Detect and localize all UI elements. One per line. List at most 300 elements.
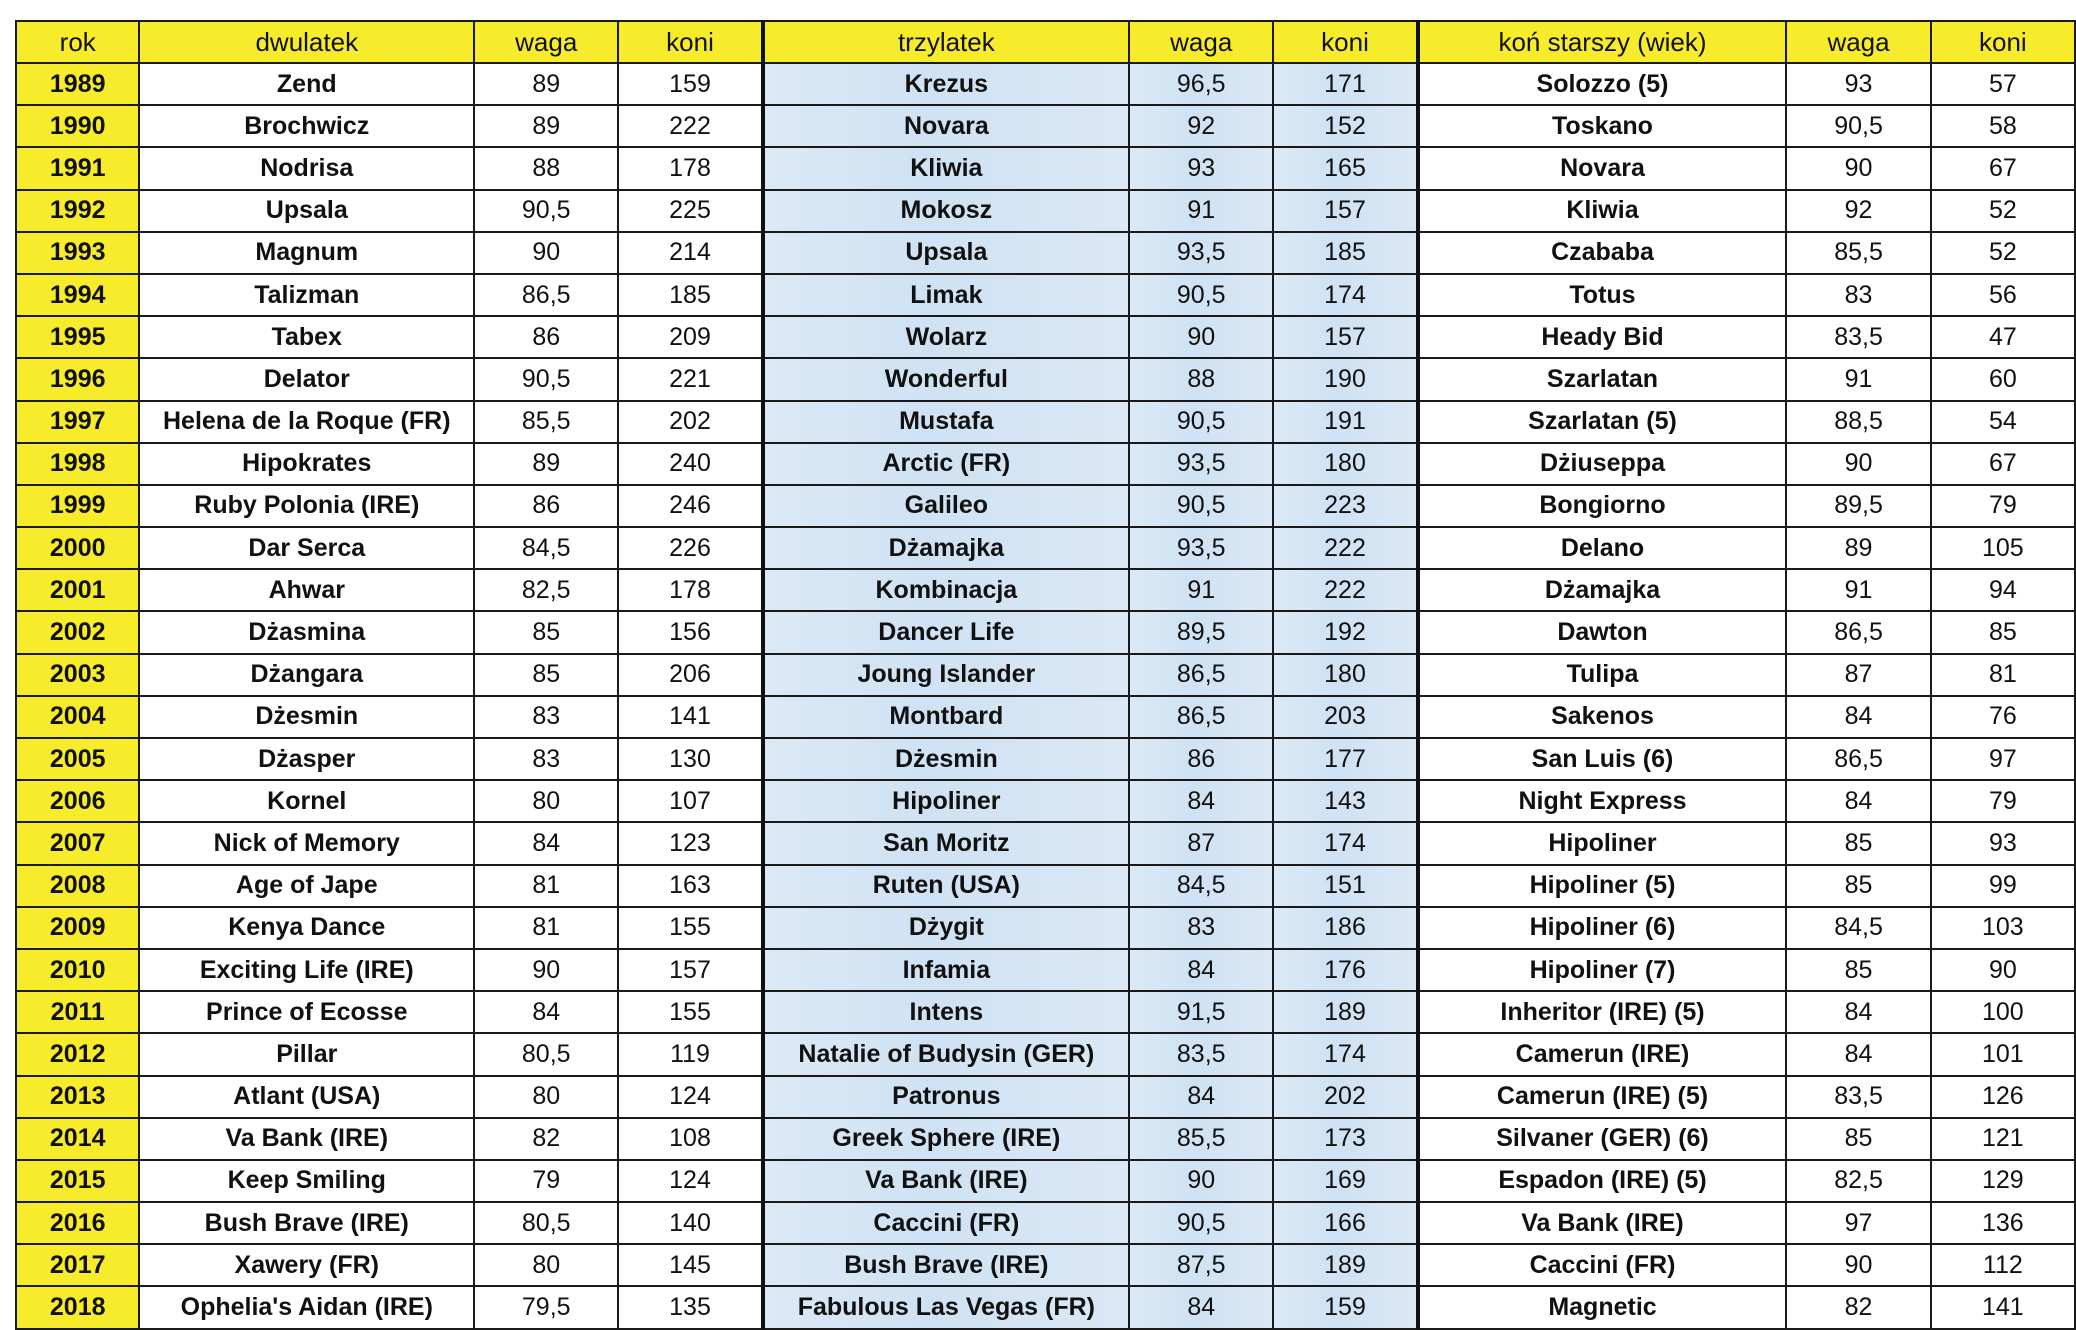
two-year-old-count: 225 xyxy=(618,190,762,232)
three-year-old-weight: 87 xyxy=(1129,822,1273,864)
two-year-old-name: Ruby Polonia (IRE) xyxy=(139,485,474,527)
header-rok: rok xyxy=(16,21,139,63)
three-year-old-count: 171 xyxy=(1273,63,1417,105)
two-year-old-weight: 83 xyxy=(474,696,618,738)
older-horse-count: 105 xyxy=(1931,527,2075,569)
two-year-old-weight: 86 xyxy=(474,485,618,527)
three-year-old-weight: 90,5 xyxy=(1129,401,1273,443)
older-horse-name: Camerun (IRE) (5) xyxy=(1418,1076,1787,1118)
two-year-old-weight: 90,5 xyxy=(474,358,618,400)
table-row xyxy=(16,232,2075,274)
older-horse-name: Magnetic xyxy=(1418,1286,1787,1328)
two-year-old-weight: 81 xyxy=(474,907,618,949)
three-year-old-count: 185 xyxy=(1273,232,1417,274)
year-cell: 2008 xyxy=(16,865,139,907)
older-horse-weight: 90 xyxy=(1786,443,1930,485)
two-year-old-weight: 88 xyxy=(474,147,618,189)
three-year-old-count: 157 xyxy=(1273,190,1417,232)
table-row xyxy=(16,991,2075,1033)
year-cell: 2013 xyxy=(16,1076,139,1118)
header-row xyxy=(16,21,2075,63)
older-horse-count: 85 xyxy=(1931,611,2075,653)
header-trzylatek: trzylatek xyxy=(763,21,1129,63)
older-horse-count: 54 xyxy=(1931,401,2075,443)
older-horse-name: Bongiorno xyxy=(1418,485,1787,527)
older-horse-count: 67 xyxy=(1931,147,2075,189)
three-year-old-weight: 93,5 xyxy=(1129,232,1273,274)
two-year-old-name: Atlant (USA) xyxy=(139,1076,474,1118)
two-year-old-weight: 90,5 xyxy=(474,190,618,232)
older-horse-name: Czababa xyxy=(1418,232,1787,274)
older-horse-name: Va Bank (IRE) xyxy=(1418,1202,1787,1244)
three-year-old-weight: 88 xyxy=(1129,358,1273,400)
two-year-old-weight: 86,5 xyxy=(474,274,618,316)
two-year-old-name: Talizman xyxy=(139,274,474,316)
two-year-old-weight: 90 xyxy=(474,232,618,274)
year-cell: 2000 xyxy=(16,527,139,569)
table-row xyxy=(16,527,2075,569)
older-horse-name: Caccini (FR) xyxy=(1418,1244,1787,1286)
two-year-old-count: 185 xyxy=(618,274,762,316)
older-horse-weight: 90,5 xyxy=(1786,105,1930,147)
older-horse-weight: 89,5 xyxy=(1786,485,1930,527)
older-horse-count: 79 xyxy=(1931,780,2075,822)
two-year-old-count: 226 xyxy=(618,527,762,569)
older-horse-count: 58 xyxy=(1931,105,2075,147)
two-year-old-name: Dżasmina xyxy=(139,611,474,653)
older-horse-count: 57 xyxy=(1931,63,2075,105)
two-year-old-weight: 80,5 xyxy=(474,1202,618,1244)
three-year-old-weight: 93 xyxy=(1129,147,1273,189)
two-year-old-weight: 89 xyxy=(474,63,618,105)
year-cell: 1994 xyxy=(16,274,139,316)
two-year-old-count: 206 xyxy=(618,654,762,696)
two-year-old-weight: 83 xyxy=(474,738,618,780)
three-year-old-name: Limak xyxy=(763,274,1129,316)
two-year-old-weight: 80,5 xyxy=(474,1033,618,1075)
three-year-old-weight: 90 xyxy=(1129,1160,1273,1202)
older-horse-name: Heady Bid xyxy=(1418,316,1787,358)
table-row xyxy=(16,822,2075,864)
three-year-old-weight: 84 xyxy=(1129,1286,1273,1328)
older-horse-name: Hipoliner (5) xyxy=(1418,865,1787,907)
two-year-old-name: Magnum xyxy=(139,232,474,274)
three-year-old-name: Ruten (USA) xyxy=(763,865,1129,907)
two-year-old-weight: 84 xyxy=(474,822,618,864)
year-cell: 1990 xyxy=(16,105,139,147)
three-year-old-weight: 96,5 xyxy=(1129,63,1273,105)
older-horse-name: Camerun (IRE) xyxy=(1418,1033,1787,1075)
year-cell: 2011 xyxy=(16,991,139,1033)
two-year-old-name: Hipokrates xyxy=(139,443,474,485)
older-horse-count: 99 xyxy=(1931,865,2075,907)
year-cell: 2004 xyxy=(16,696,139,738)
older-horse-count: 100 xyxy=(1931,991,2075,1033)
older-horse-weight: 90 xyxy=(1786,147,1930,189)
two-year-old-name: Xawery (FR) xyxy=(139,1244,474,1286)
older-horse-count: 129 xyxy=(1931,1160,2075,1202)
two-year-old-count: 246 xyxy=(618,485,762,527)
two-year-old-count: 107 xyxy=(618,780,762,822)
two-year-old-name: Prince of Ecosse xyxy=(139,991,474,1033)
older-horse-weight: 85 xyxy=(1786,1118,1930,1160)
two-year-old-weight: 79,5 xyxy=(474,1286,618,1328)
three-year-old-name: Dżygit xyxy=(763,907,1129,949)
table-row xyxy=(16,1160,2075,1202)
three-year-old-count: 223 xyxy=(1273,485,1417,527)
two-year-old-count: 155 xyxy=(618,907,762,949)
year-cell: 2005 xyxy=(16,738,139,780)
two-year-old-name: Ophelia's Aidan (IRE) xyxy=(139,1286,474,1328)
three-year-old-count: 222 xyxy=(1273,527,1417,569)
three-year-old-name: Fabulous Las Vegas (FR) xyxy=(763,1286,1129,1328)
older-horse-count: 90 xyxy=(1931,949,2075,991)
three-year-old-weight: 89,5 xyxy=(1129,611,1273,653)
three-year-old-weight: 85,5 xyxy=(1129,1118,1273,1160)
two-year-old-name: Helena de la Roque (FR) xyxy=(139,401,474,443)
table-row xyxy=(16,738,2075,780)
older-horse-count: 81 xyxy=(1931,654,2075,696)
table-body xyxy=(16,63,2075,1329)
year-cell: 2006 xyxy=(16,780,139,822)
three-year-old-name: Greek Sphere (IRE) xyxy=(763,1118,1129,1160)
two-year-old-weight: 82 xyxy=(474,1118,618,1160)
table-row xyxy=(16,949,2075,991)
table-row xyxy=(16,1033,2075,1075)
older-horse-name: Toskano xyxy=(1418,105,1787,147)
three-year-old-name: Novara xyxy=(763,105,1129,147)
three-year-old-weight: 90,5 xyxy=(1129,1202,1273,1244)
two-year-old-name: Nick of Memory xyxy=(139,822,474,864)
year-cell: 2001 xyxy=(16,569,139,611)
three-year-old-name: Infamia xyxy=(763,949,1129,991)
year-cell: 1997 xyxy=(16,401,139,443)
three-year-old-name: Dancer Life xyxy=(763,611,1129,653)
older-horse-count: 60 xyxy=(1931,358,2075,400)
older-horse-weight: 84 xyxy=(1786,780,1930,822)
older-horse-count: 47 xyxy=(1931,316,2075,358)
three-year-old-weight: 91,5 xyxy=(1129,991,1273,1033)
older-horse-weight: 93 xyxy=(1786,63,1930,105)
older-horse-count: 97 xyxy=(1931,738,2075,780)
year-cell: 1989 xyxy=(16,63,139,105)
three-year-old-count: 165 xyxy=(1273,147,1417,189)
two-year-old-name: Zend xyxy=(139,63,474,105)
header-waga-3: waga xyxy=(1129,21,1273,63)
two-year-old-name: Nodrisa xyxy=(139,147,474,189)
three-year-old-weight: 87,5 xyxy=(1129,1244,1273,1286)
two-year-old-name: Brochwicz xyxy=(139,105,474,147)
three-year-old-count: 186 xyxy=(1273,907,1417,949)
two-year-old-name: Dżangara xyxy=(139,654,474,696)
older-horse-name: Dżiuseppa xyxy=(1418,443,1787,485)
two-year-old-weight: 82,5 xyxy=(474,569,618,611)
older-horse-name: Solozzo (5) xyxy=(1418,63,1787,105)
two-year-old-name: Dar Serca xyxy=(139,527,474,569)
older-horse-name: Kliwia xyxy=(1418,190,1787,232)
two-year-old-weight: 85 xyxy=(474,611,618,653)
three-year-old-count: 180 xyxy=(1273,443,1417,485)
year-cell: 2016 xyxy=(16,1202,139,1244)
older-horse-name: Totus xyxy=(1418,274,1787,316)
three-year-old-name: Patronus xyxy=(763,1076,1129,1118)
table-row xyxy=(16,907,2075,949)
two-year-old-count: 221 xyxy=(618,358,762,400)
two-year-old-weight: 79 xyxy=(474,1160,618,1202)
two-year-old-weight: 84 xyxy=(474,991,618,1033)
year-cell: 1993 xyxy=(16,232,139,274)
three-year-old-name: Dżesmin xyxy=(763,738,1129,780)
older-horse-weight: 83,5 xyxy=(1786,316,1930,358)
three-year-old-name: Mokosz xyxy=(763,190,1129,232)
three-year-old-count: 189 xyxy=(1273,991,1417,1033)
older-horse-name: Dżamajka xyxy=(1418,569,1787,611)
two-year-old-weight: 85,5 xyxy=(474,401,618,443)
older-horse-name: Inheritor (IRE) (5) xyxy=(1418,991,1787,1033)
three-year-old-weight: 92 xyxy=(1129,105,1273,147)
three-year-old-count: 174 xyxy=(1273,274,1417,316)
two-year-old-name: Ahwar xyxy=(139,569,474,611)
older-horse-count: 52 xyxy=(1931,190,2075,232)
three-year-old-count: 159 xyxy=(1273,1286,1417,1328)
three-year-old-weight: 91 xyxy=(1129,569,1273,611)
year-cell: 2012 xyxy=(16,1033,139,1075)
older-horse-weight: 97 xyxy=(1786,1202,1930,1244)
three-year-old-name: Galileo xyxy=(763,485,1129,527)
three-year-old-weight: 84,5 xyxy=(1129,865,1273,907)
three-year-old-name: Mustafa xyxy=(763,401,1129,443)
older-horse-weight: 89 xyxy=(1786,527,1930,569)
older-horse-name: Hipoliner (6) xyxy=(1418,907,1787,949)
three-year-old-count: 192 xyxy=(1273,611,1417,653)
header-dwulatek: dwulatek xyxy=(139,21,474,63)
table-row xyxy=(16,147,2075,189)
table-row xyxy=(16,696,2075,738)
three-year-old-weight: 83 xyxy=(1129,907,1273,949)
three-year-old-weight: 90,5 xyxy=(1129,274,1273,316)
year-cell: 2017 xyxy=(16,1244,139,1286)
three-year-old-weight: 84 xyxy=(1129,1076,1273,1118)
table-row xyxy=(16,63,2075,105)
two-year-old-name: Bush Brave (IRE) xyxy=(139,1202,474,1244)
three-year-old-weight: 86 xyxy=(1129,738,1273,780)
older-horse-weight: 86,5 xyxy=(1786,611,1930,653)
older-horse-count: 101 xyxy=(1931,1033,2075,1075)
three-year-old-name: Wonderful xyxy=(763,358,1129,400)
header-koni-older: koni xyxy=(1931,21,2075,63)
two-year-old-weight: 86 xyxy=(474,316,618,358)
three-year-old-name: Natalie of Budysin (GER) xyxy=(763,1033,1129,1075)
table-row xyxy=(16,1076,2075,1118)
three-year-old-count: 166 xyxy=(1273,1202,1417,1244)
three-year-old-name: Kliwia xyxy=(763,147,1129,189)
table-row xyxy=(16,358,2075,400)
year-cell: 1998 xyxy=(16,443,139,485)
two-year-old-count: 135 xyxy=(618,1286,762,1328)
older-horse-count: 141 xyxy=(1931,1286,2075,1328)
table-row xyxy=(16,105,2075,147)
three-year-old-weight: 84 xyxy=(1129,949,1273,991)
three-year-old-count: 152 xyxy=(1273,105,1417,147)
three-year-old-count: 222 xyxy=(1273,569,1417,611)
two-year-old-weight: 80 xyxy=(474,1244,618,1286)
three-year-old-count: 174 xyxy=(1273,822,1417,864)
two-year-old-name: Dżasper xyxy=(139,738,474,780)
two-year-old-name: Va Bank (IRE) xyxy=(139,1118,474,1160)
two-year-old-count: 145 xyxy=(618,1244,762,1286)
two-year-old-count: 159 xyxy=(618,63,762,105)
year-cell: 2007 xyxy=(16,822,139,864)
year-cell: 2009 xyxy=(16,907,139,949)
older-horse-count: 56 xyxy=(1931,274,2075,316)
older-horse-weight: 83,5 xyxy=(1786,1076,1930,1118)
three-year-old-name: Upsala xyxy=(763,232,1129,274)
two-year-old-count: 178 xyxy=(618,147,762,189)
two-year-old-weight: 80 xyxy=(474,780,618,822)
three-year-old-name: Intens xyxy=(763,991,1129,1033)
year-cell: 2014 xyxy=(16,1118,139,1160)
older-horse-name: Delano xyxy=(1418,527,1787,569)
older-horse-weight: 91 xyxy=(1786,358,1930,400)
two-year-old-name: Keep Smiling xyxy=(139,1160,474,1202)
older-horse-weight: 82,5 xyxy=(1786,1160,1930,1202)
older-horse-weight: 84,5 xyxy=(1786,907,1930,949)
three-year-old-weight: 86,5 xyxy=(1129,654,1273,696)
older-horse-weight: 87 xyxy=(1786,654,1930,696)
three-year-old-count: 177 xyxy=(1273,738,1417,780)
year-cell: 2015 xyxy=(16,1160,139,1202)
older-horse-name: Tulipa xyxy=(1418,654,1787,696)
older-horse-count: 52 xyxy=(1931,232,2075,274)
older-horse-weight: 84 xyxy=(1786,991,1930,1033)
table-row xyxy=(16,1202,2075,1244)
year-cell: 1999 xyxy=(16,485,139,527)
three-year-old-count: 173 xyxy=(1273,1118,1417,1160)
two-year-old-name: Delator xyxy=(139,358,474,400)
two-year-old-count: 140 xyxy=(618,1202,762,1244)
older-horse-weight: 85 xyxy=(1786,865,1930,907)
table-row xyxy=(16,443,2075,485)
older-horse-weight: 84 xyxy=(1786,1033,1930,1075)
two-year-old-count: 157 xyxy=(618,949,762,991)
three-year-old-weight: 90,5 xyxy=(1129,485,1273,527)
three-year-old-name: Caccini (FR) xyxy=(763,1202,1129,1244)
older-horse-count: 94 xyxy=(1931,569,2075,611)
older-horse-weight: 86,5 xyxy=(1786,738,1930,780)
three-year-old-weight: 86,5 xyxy=(1129,696,1273,738)
three-year-old-count: 157 xyxy=(1273,316,1417,358)
older-horse-name: Sakenos xyxy=(1418,696,1787,738)
two-year-old-count: 202 xyxy=(618,401,762,443)
year-cell: 1992 xyxy=(16,190,139,232)
three-year-old-name: Hipoliner xyxy=(763,780,1129,822)
two-year-old-name: Upsala xyxy=(139,190,474,232)
two-year-old-count: 222 xyxy=(618,105,762,147)
table-row xyxy=(16,1244,2075,1286)
older-horse-weight: 85,5 xyxy=(1786,232,1930,274)
two-year-old-name: Kenya Dance xyxy=(139,907,474,949)
older-horse-weight: 85 xyxy=(1786,949,1930,991)
table-row xyxy=(16,865,2075,907)
older-horse-name: Silvaner (GER) (6) xyxy=(1418,1118,1787,1160)
older-horse-weight: 85 xyxy=(1786,822,1930,864)
three-year-old-name: Dżamajka xyxy=(763,527,1129,569)
three-year-old-weight: 84 xyxy=(1129,780,1273,822)
three-year-old-name: Wolarz xyxy=(763,316,1129,358)
two-year-old-count: 123 xyxy=(618,822,762,864)
three-year-old-name: Va Bank (IRE) xyxy=(763,1160,1129,1202)
three-year-old-name: San Moritz xyxy=(763,822,1129,864)
older-horse-name: Espadon (IRE) (5) xyxy=(1418,1160,1787,1202)
two-year-old-count: 209 xyxy=(618,316,762,358)
two-year-old-count: 119 xyxy=(618,1033,762,1075)
header-koni-2: koni xyxy=(618,21,762,63)
year-cell: 2010 xyxy=(16,949,139,991)
year-cell: 2002 xyxy=(16,611,139,653)
two-year-old-count: 141 xyxy=(618,696,762,738)
header-waga-older: waga xyxy=(1786,21,1930,63)
three-year-old-count: 143 xyxy=(1273,780,1417,822)
older-horse-count: 112 xyxy=(1931,1244,2075,1286)
older-horse-weight: 90 xyxy=(1786,1244,1930,1286)
older-horse-count: 79 xyxy=(1931,485,2075,527)
table-row xyxy=(16,190,2075,232)
header-kon-starszy: koń starszy (wiek) xyxy=(1418,21,1787,63)
three-year-old-count: 174 xyxy=(1273,1033,1417,1075)
three-year-old-weight: 93,5 xyxy=(1129,527,1273,569)
header-waga-2: waga xyxy=(474,21,618,63)
three-year-old-name: Bush Brave (IRE) xyxy=(763,1244,1129,1286)
two-year-old-weight: 90 xyxy=(474,949,618,991)
two-year-old-weight: 89 xyxy=(474,443,618,485)
year-cell: 1996 xyxy=(16,358,139,400)
three-year-old-weight: 93,5 xyxy=(1129,443,1273,485)
table-row xyxy=(16,485,2075,527)
older-horse-name: San Luis (6) xyxy=(1418,738,1787,780)
table-row xyxy=(16,611,2075,653)
results-table-wrapper xyxy=(15,20,2076,1330)
three-year-old-count: 203 xyxy=(1273,696,1417,738)
table-row xyxy=(16,1286,2075,1328)
two-year-old-name: Tabex xyxy=(139,316,474,358)
two-year-old-count: 163 xyxy=(618,865,762,907)
two-year-old-count: 240 xyxy=(618,443,762,485)
two-year-old-name: Pillar xyxy=(139,1033,474,1075)
older-horse-name: Dawton xyxy=(1418,611,1787,653)
three-year-old-count: 151 xyxy=(1273,865,1417,907)
two-year-old-name: Exciting Life (IRE) xyxy=(139,949,474,991)
two-year-old-count: 156 xyxy=(618,611,762,653)
year-cell: 2018 xyxy=(16,1286,139,1328)
two-year-old-weight: 89 xyxy=(474,105,618,147)
table-row xyxy=(16,1118,2075,1160)
three-year-old-count: 202 xyxy=(1273,1076,1417,1118)
table-row xyxy=(16,274,2075,316)
older-horse-name: Hipoliner (7) xyxy=(1418,949,1787,991)
two-year-old-count: 214 xyxy=(618,232,762,274)
older-horse-name: Novara xyxy=(1418,147,1787,189)
results-table xyxy=(15,20,2076,1330)
two-year-old-count: 108 xyxy=(618,1118,762,1160)
two-year-old-count: 178 xyxy=(618,569,762,611)
older-horse-weight: 88,5 xyxy=(1786,401,1930,443)
older-horse-name: Night Express xyxy=(1418,780,1787,822)
older-horse-count: 103 xyxy=(1931,907,2075,949)
older-horse-count: 121 xyxy=(1931,1118,2075,1160)
table-row xyxy=(16,780,2075,822)
older-horse-weight: 84 xyxy=(1786,696,1930,738)
table-row xyxy=(16,654,2075,696)
